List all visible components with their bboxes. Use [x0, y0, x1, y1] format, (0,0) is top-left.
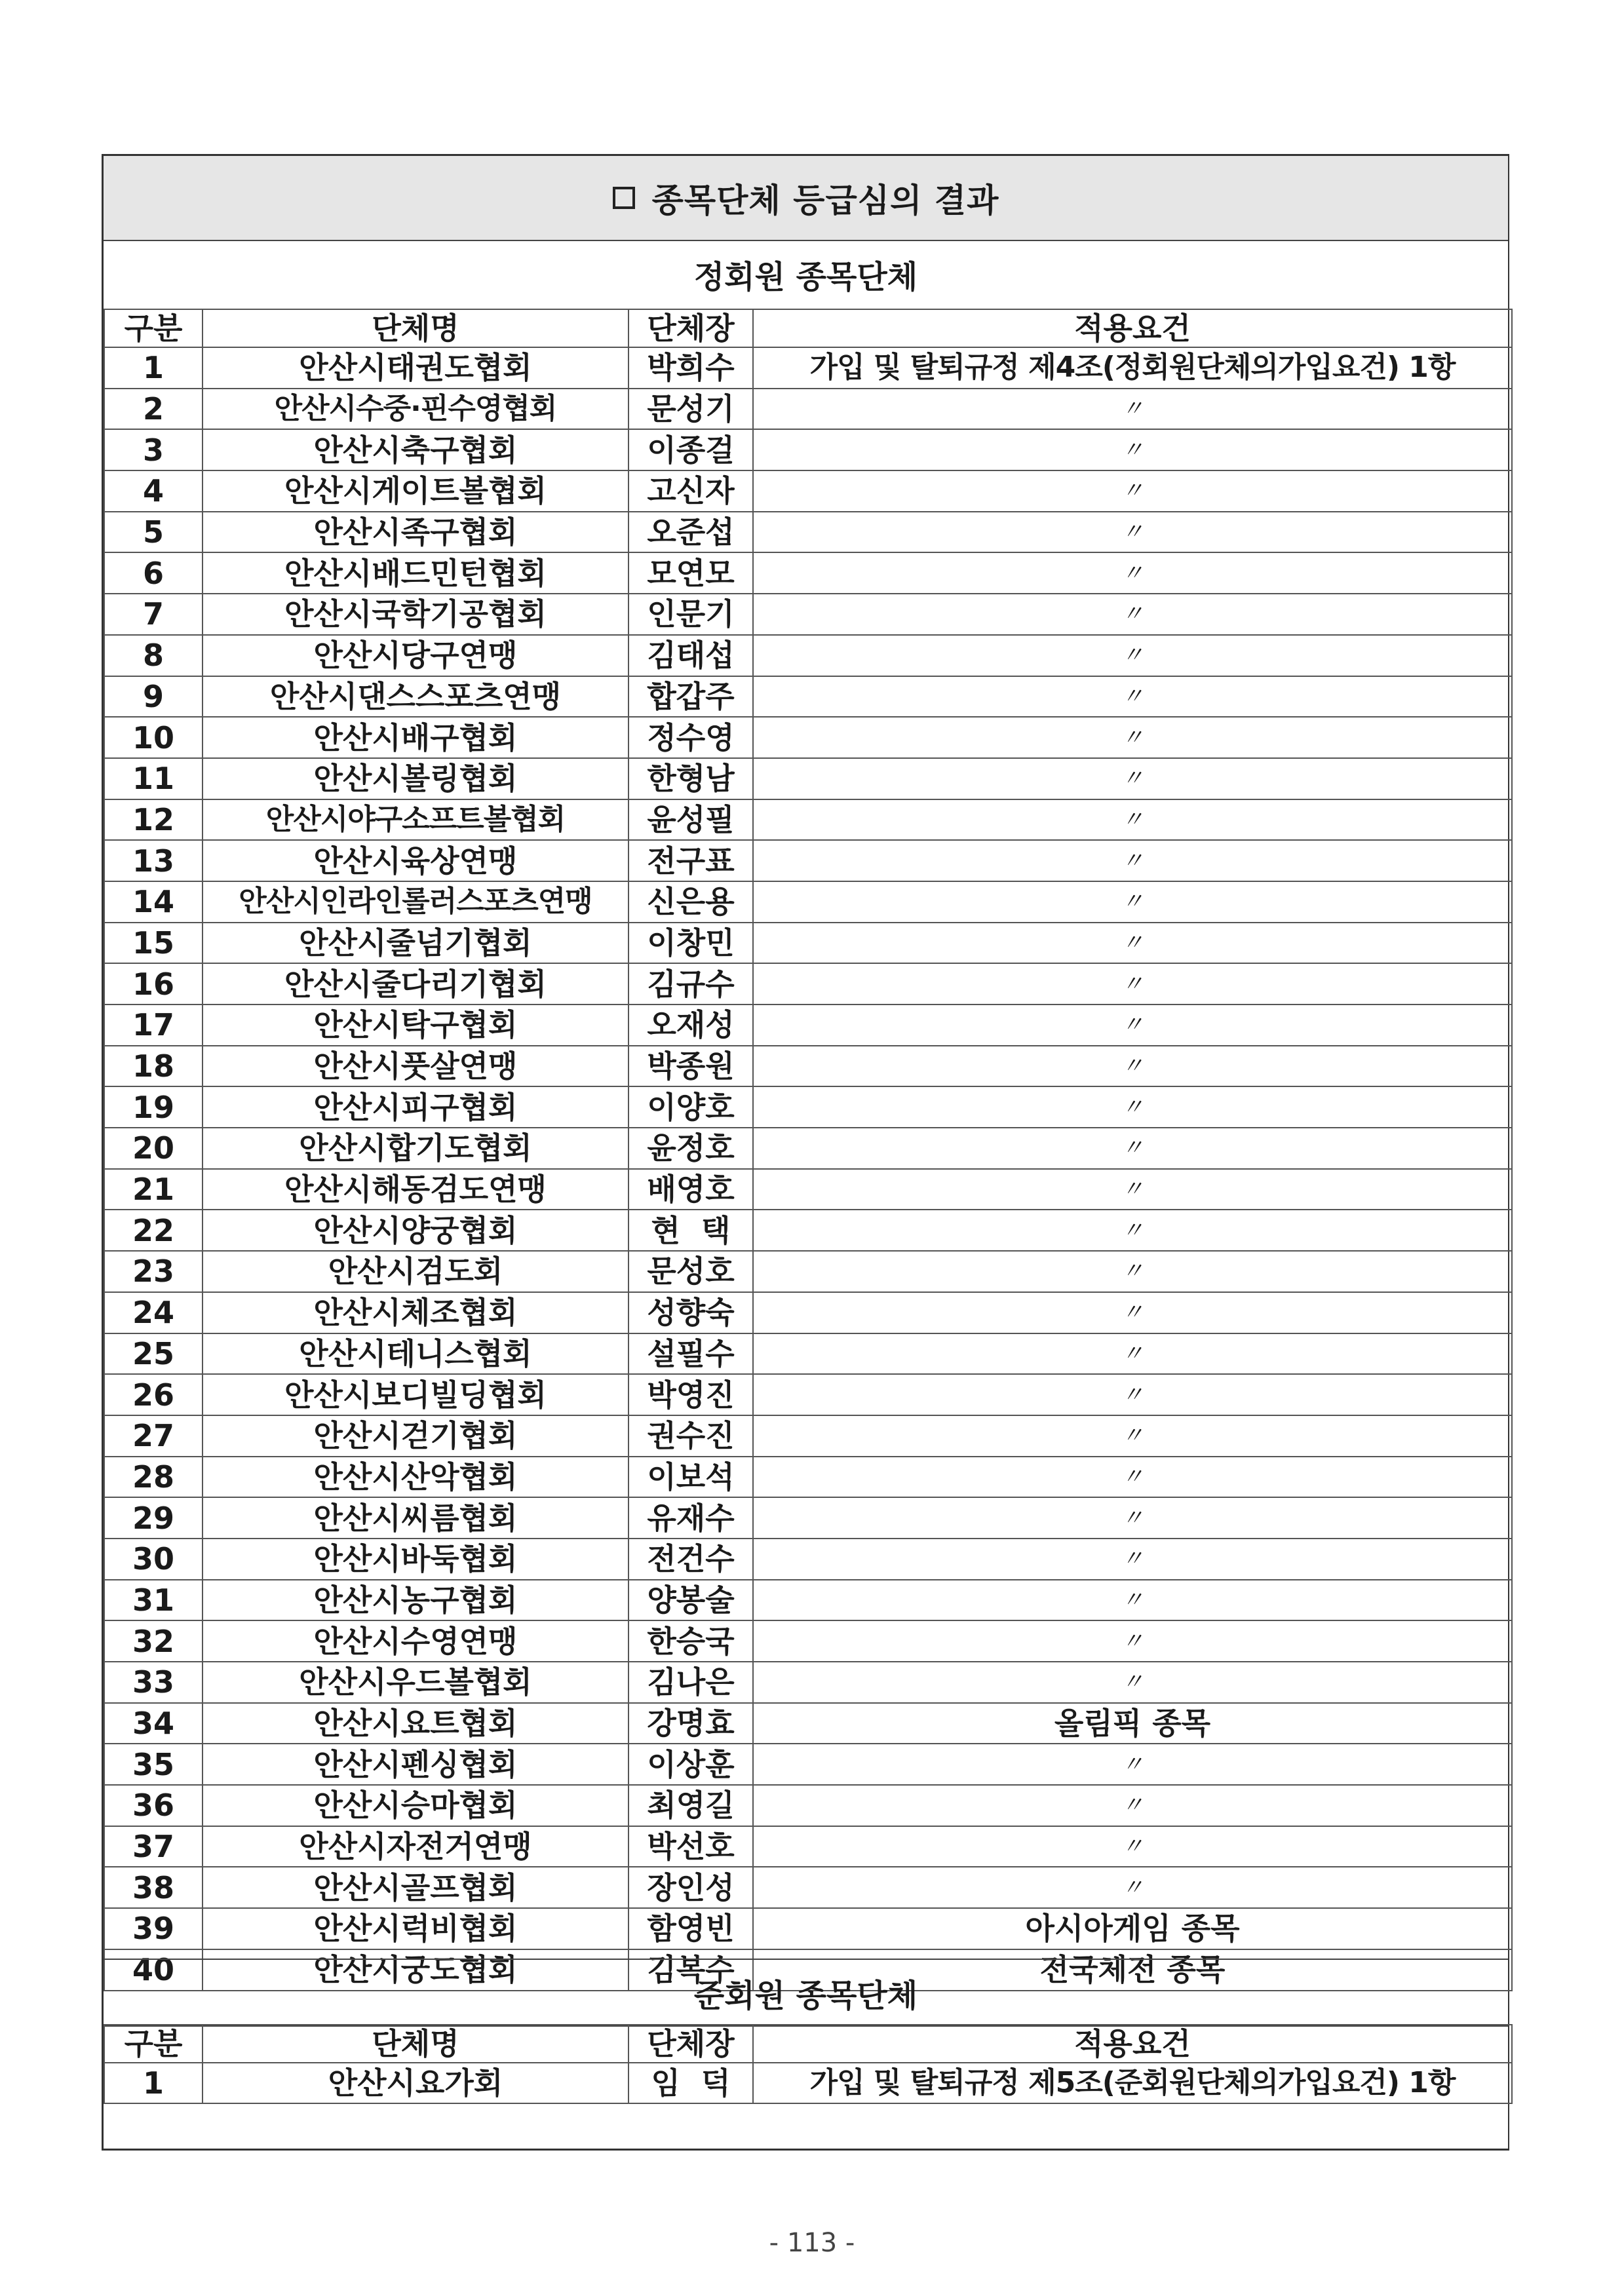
applicable-requirement: 전국체전 종목	[753, 1949, 1512, 1991]
row-number: 11	[104, 758, 203, 799]
organization-name: 안산시태권도협회	[203, 347, 628, 389]
organization-name: 안산시골프협회	[203, 1867, 628, 1908]
row-number: 8	[104, 635, 203, 676]
organization-name: 안산시합기도협회	[203, 1128, 628, 1169]
table-row	[104, 429, 1512, 470]
organization-head: 김규수	[628, 963, 753, 1004]
organization-head: 최영길	[628, 1785, 753, 1826]
applicable-requirement: 〃	[753, 676, 1512, 718]
organization-head: 전건수	[628, 1539, 753, 1580]
table-row	[104, 1785, 1512, 1826]
regular-members-table	[104, 309, 1513, 1991]
applicable-requirement: 아시아게임 종목	[753, 1908, 1512, 1949]
row-number: 2	[104, 389, 203, 430]
applicable-requirement: 〃	[753, 512, 1512, 553]
organization-name: 안산시산악협회	[203, 1457, 628, 1498]
organization-head: 한형남	[628, 758, 753, 799]
organization-name: 안산시수중·핀수영협회	[203, 389, 628, 430]
table-row	[104, 1662, 1512, 1703]
organization-head: 배영호	[628, 1169, 753, 1210]
applicable-requirement: 〃	[753, 1580, 1512, 1621]
column-header: 구분	[104, 2025, 203, 2063]
table-row	[104, 1457, 1512, 1498]
organization-head: 이양호	[628, 1086, 753, 1128]
organization-name: 안산시배구협회	[203, 717, 628, 758]
row-number: 12	[104, 799, 203, 841]
checkbox-square-icon	[613, 187, 635, 209]
table-row	[104, 1908, 1512, 1949]
organization-name: 안산시인라인롤러스포츠연맹	[203, 881, 628, 923]
row-number: 29	[104, 1497, 203, 1539]
organization-head: 정수영	[628, 717, 753, 758]
organization-head: 권수진	[628, 1415, 753, 1457]
organization-head: 이종걸	[628, 429, 753, 470]
organization-head: 이보석	[628, 1457, 753, 1498]
organization-name: 안산시보디빌딩협회	[203, 1374, 628, 1415]
organization-name: 안산시승마협회	[203, 1785, 628, 1826]
applicable-requirement: 〃	[753, 552, 1512, 594]
organization-name: 안산시바둑협회	[203, 1539, 628, 1580]
row-number: 4	[104, 470, 203, 512]
associate-members-table	[104, 2024, 1513, 2104]
table-row	[104, 1046, 1512, 1087]
row-number: 1	[104, 2063, 203, 2103]
table-row	[104, 1374, 1512, 1415]
table-row	[104, 1128, 1512, 1169]
row-number: 40	[104, 1949, 203, 1991]
table-row	[104, 923, 1512, 964]
row-number: 16	[104, 963, 203, 1004]
organization-head: 윤정호	[628, 1128, 753, 1169]
applicable-requirement: 올림픽 종목	[753, 1703, 1512, 1744]
organization-head: 현 택	[628, 1210, 753, 1251]
table-row	[104, 1251, 1512, 1292]
organization-name: 안산시탁구협회	[203, 1004, 628, 1046]
applicable-requirement: 〃	[753, 840, 1512, 881]
organization-name: 안산시요가회	[203, 2063, 628, 2103]
row-number: 20	[104, 1128, 203, 1169]
applicable-requirement: 〃	[753, 1169, 1512, 1210]
applicable-requirement: 〃	[753, 717, 1512, 758]
organization-name: 안산시양궁협회	[203, 1210, 628, 1251]
table-row	[104, 1086, 1512, 1128]
organization-head: 고신자	[628, 470, 753, 512]
organization-name: 안산시체조협회	[203, 1292, 628, 1333]
row-number: 38	[104, 1867, 203, 1908]
column-header: 구분	[104, 309, 203, 347]
applicable-requirement: 가입 및 탈퇴규정 제4조(정회원단체의가입요건) 1항	[753, 347, 1512, 389]
regular-section-heading: 정회원 종목단체	[104, 240, 1508, 310]
applicable-requirement: 〃	[753, 1744, 1512, 1785]
table-row	[104, 635, 1512, 676]
organization-head: 강명효	[628, 1703, 753, 1744]
column-header: 단체장	[628, 2025, 753, 2063]
row-number: 33	[104, 1662, 203, 1703]
row-number: 9	[104, 676, 203, 718]
organization-head: 유재수	[628, 1497, 753, 1539]
column-header: 단체명	[203, 309, 628, 347]
row-number: 15	[104, 923, 203, 964]
organization-head: 오재성	[628, 1004, 753, 1046]
applicable-requirement: 〃	[753, 1539, 1512, 1580]
organization-head: 이창민	[628, 923, 753, 964]
organization-head: 박선호	[628, 1826, 753, 1867]
applicable-requirement: 〃	[753, 470, 1512, 512]
applicable-requirement: 〃	[753, 963, 1512, 1004]
table-row	[104, 1210, 1512, 1251]
applicable-requirement: 〃	[753, 1210, 1512, 1251]
table-row	[104, 676, 1512, 718]
organization-head: 합갑주	[628, 676, 753, 718]
applicable-requirement: 〃	[753, 1497, 1512, 1539]
table-header-row	[104, 2025, 1512, 2063]
row-number: 5	[104, 512, 203, 553]
table-row	[104, 1333, 1512, 1375]
organization-name: 안산시배드민턴협회	[203, 552, 628, 594]
organization-name: 안산시우드볼협회	[203, 1662, 628, 1703]
organization-head: 박영진	[628, 1374, 753, 1415]
row-number: 3	[104, 429, 203, 470]
organization-head: 양봉술	[628, 1580, 753, 1621]
table-row	[104, 758, 1512, 799]
row-number: 6	[104, 552, 203, 594]
organization-head: 설필수	[628, 1333, 753, 1375]
row-number: 25	[104, 1333, 203, 1375]
row-number: 31	[104, 1580, 203, 1621]
applicable-requirement: 〃	[753, 923, 1512, 964]
table-row	[104, 1826, 1512, 1867]
organization-name: 안산시야구소프트볼협회	[203, 799, 628, 841]
applicable-requirement: 〃	[753, 1251, 1512, 1292]
organization-head: 한승국	[628, 1620, 753, 1662]
organization-name: 안산시피구협회	[203, 1086, 628, 1128]
applicable-requirement: 〃	[753, 1046, 1512, 1087]
column-header: 적용요건	[753, 309, 1512, 347]
table-row	[104, 347, 1512, 389]
applicable-requirement: 가입 및 탈퇴규정 제5조(준회원단체의가입요건) 1항	[753, 2063, 1512, 2103]
row-number: 13	[104, 840, 203, 881]
row-number: 21	[104, 1169, 203, 1210]
applicable-requirement: 〃	[753, 1086, 1512, 1128]
organization-head: 전구표	[628, 840, 753, 881]
row-number: 19	[104, 1086, 203, 1128]
organization-name: 안산시검도회	[203, 1251, 628, 1292]
applicable-requirement: 〃	[753, 1292, 1512, 1333]
organization-head: 김태섭	[628, 635, 753, 676]
table-row	[104, 840, 1512, 881]
organization-name: 안산시축구협회	[203, 429, 628, 470]
applicable-requirement: 〃	[753, 1004, 1512, 1046]
row-number: 39	[104, 1908, 203, 1949]
applicable-requirement: 〃	[753, 1867, 1512, 1908]
row-number: 10	[104, 717, 203, 758]
organization-name: 안산시볼링협회	[203, 758, 628, 799]
table-row	[104, 470, 1512, 512]
organization-head: 임 덕	[628, 2063, 753, 2103]
organization-name: 안산시해동검도연맹	[203, 1169, 628, 1210]
organization-head: 오준섭	[628, 512, 753, 553]
table-row	[104, 552, 1512, 594]
result-document-frame	[102, 154, 1509, 2151]
organization-name: 안산시줄넘기협회	[203, 923, 628, 964]
table-row	[104, 717, 1512, 758]
applicable-requirement: 〃	[753, 1128, 1512, 1169]
applicable-requirement: 〃	[753, 594, 1512, 635]
organization-name: 안산시걷기협회	[203, 1415, 628, 1457]
organization-head: 인문기	[628, 594, 753, 635]
table-header-row	[104, 309, 1512, 347]
organization-name: 안산시족구협회	[203, 512, 628, 553]
column-header: 단체명	[203, 2025, 628, 2063]
table-row	[104, 1004, 1512, 1046]
applicable-requirement: 〃	[753, 1826, 1512, 1867]
organization-head: 모연모	[628, 552, 753, 594]
organization-head: 박희수	[628, 347, 753, 389]
table-row	[104, 1539, 1512, 1580]
row-number: 37	[104, 1826, 203, 1867]
row-number: 35	[104, 1744, 203, 1785]
table-row	[104, 799, 1512, 841]
applicable-requirement: 〃	[753, 1457, 1512, 1498]
applicable-requirement: 〃	[753, 389, 1512, 430]
organization-name: 안산시풋살연맹	[203, 1046, 628, 1087]
organization-name: 안산시국학기공협회	[203, 594, 628, 635]
table-row	[104, 1497, 1512, 1539]
applicable-requirement: 〃	[753, 758, 1512, 799]
organization-name: 안산시당구연맹	[203, 635, 628, 676]
organization-name: 안산시육상연맹	[203, 840, 628, 881]
applicable-requirement: 〃	[753, 1620, 1512, 1662]
row-number: 24	[104, 1292, 203, 1333]
associate-section-heading: 준회원 종목단체	[104, 1959, 1508, 2027]
row-number: 18	[104, 1046, 203, 1087]
organization-head: 장인성	[628, 1867, 753, 1908]
applicable-requirement: 〃	[753, 429, 1512, 470]
table-row	[104, 1867, 1512, 1908]
row-number: 28	[104, 1457, 203, 1498]
applicable-requirement: 〃	[753, 1415, 1512, 1457]
organization-head: 박종원	[628, 1046, 753, 1087]
table-row	[104, 1580, 1512, 1621]
column-header: 단체장	[628, 309, 753, 347]
applicable-requirement: 〃	[753, 1785, 1512, 1826]
row-number: 23	[104, 1251, 203, 1292]
organization-head: 함영빈	[628, 1908, 753, 1949]
document-title: 종목단체 등급심의 결과	[651, 182, 999, 220]
table-row	[104, 963, 1512, 1004]
table-row	[104, 1620, 1512, 1662]
row-number: 17	[104, 1004, 203, 1046]
row-number: 32	[104, 1620, 203, 1662]
organization-name: 안산시게이트볼협회	[203, 470, 628, 512]
organization-head: 윤성필	[628, 799, 753, 841]
table-row	[104, 881, 1512, 923]
organization-head: 문성기	[628, 389, 753, 430]
organization-name: 안산시씨름협회	[203, 1497, 628, 1539]
table-row	[104, 1292, 1512, 1333]
document-title-bar	[104, 156, 1508, 241]
page-number: - 113 -	[769, 2228, 855, 2258]
organization-name: 안산시테니스협회	[203, 1333, 628, 1375]
organization-name: 안산시줄다리기협회	[203, 963, 628, 1004]
organization-name: 안산시요트협회	[203, 1703, 628, 1744]
table-row	[104, 1703, 1512, 1744]
organization-head: 신은용	[628, 881, 753, 923]
applicable-requirement: 〃	[753, 881, 1512, 923]
organization-name: 안산시궁도협회	[203, 1949, 628, 1991]
table-row	[104, 594, 1512, 635]
table-row	[104, 512, 1512, 553]
row-number: 36	[104, 1785, 203, 1826]
applicable-requirement: 〃	[753, 1662, 1512, 1703]
organization-head: 김복수	[628, 1949, 753, 1991]
organization-head: 이상훈	[628, 1744, 753, 1785]
organization-head: 문성호	[628, 1251, 753, 1292]
applicable-requirement: 〃	[753, 1374, 1512, 1415]
row-number: 26	[104, 1374, 203, 1415]
applicable-requirement: 〃	[753, 1333, 1512, 1375]
organization-head: 김나은	[628, 1662, 753, 1703]
organization-name: 안산시자전거연맹	[203, 1826, 628, 1867]
organization-head: 성향숙	[628, 1292, 753, 1333]
row-number: 34	[104, 1703, 203, 1744]
column-header: 적용요건	[753, 2025, 1512, 2063]
row-number: 22	[104, 1210, 203, 1251]
row-number: 27	[104, 1415, 203, 1457]
table-row	[104, 1415, 1512, 1457]
organization-name: 안산시럭비협회	[203, 1908, 628, 1949]
row-number: 30	[104, 1539, 203, 1580]
row-number: 1	[104, 347, 203, 389]
applicable-requirement: 〃	[753, 799, 1512, 841]
organization-name: 안산시펜싱협회	[203, 1744, 628, 1785]
applicable-requirement: 〃	[753, 635, 1512, 676]
row-number: 7	[104, 594, 203, 635]
table-row	[104, 2063, 1512, 2103]
table-row	[104, 1169, 1512, 1210]
organization-name: 안산시농구협회	[203, 1580, 628, 1621]
organization-name: 안산시수영연맹	[203, 1620, 628, 1662]
row-number: 14	[104, 881, 203, 923]
organization-name: 안산시댄스스포츠연맹	[203, 676, 628, 718]
table-row	[104, 389, 1512, 430]
table-row	[104, 1744, 1512, 1785]
